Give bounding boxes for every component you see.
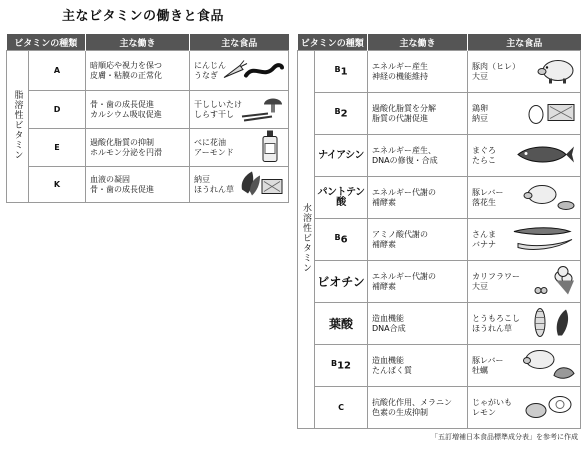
- table-row: [298, 93, 581, 135]
- food-line: しらす干し: [194, 109, 235, 119]
- function-line: 脂質の代謝促進: [372, 113, 429, 123]
- food-line: にんじん: [194, 60, 227, 70]
- function-line: 補酵素: [372, 281, 397, 291]
- function-line: エネルギー代謝の: [372, 271, 437, 281]
- pig-peanut-icon: [522, 181, 576, 214]
- oil-bottle-icon: [258, 129, 284, 166]
- food-cell: [468, 303, 581, 345]
- food-cell: [190, 91, 289, 129]
- food-cell: [468, 51, 581, 93]
- food-line: うなぎ: [194, 70, 219, 80]
- vitamin-name-text: 葉酸: [329, 316, 354, 331]
- vitamin-name: [29, 167, 86, 203]
- function-cell: [368, 177, 468, 219]
- water-soluble-table: [297, 34, 581, 429]
- function-cell: [368, 261, 468, 303]
- fat-soluble-table: [6, 34, 289, 203]
- carrot-eel-icon: [222, 57, 284, 84]
- food-line: 納豆: [194, 174, 211, 184]
- vitamin-name-text: D: [53, 104, 61, 114]
- vitamin-name-text: パントテン酸: [317, 186, 365, 208]
- food-line: 豚レバー: [472, 355, 504, 365]
- function-line: エネルギー産生: [372, 61, 429, 71]
- function-line: 骨・歯の成長促進: [90, 99, 155, 109]
- function-line: 造血機能: [372, 355, 405, 365]
- function-line: 血液の凝固: [90, 174, 131, 184]
- food-cell: [468, 387, 581, 429]
- function-cell: [368, 93, 468, 135]
- vitamin-subscript: 1: [340, 66, 348, 78]
- header-food-water: 主な食品: [468, 34, 581, 51]
- vitamin-name-text: C: [338, 402, 344, 412]
- table-row: [7, 51, 289, 91]
- cauliflower-icon: [530, 264, 576, 299]
- function-line: DNA合成: [372, 323, 406, 333]
- vitamin-name-text: A: [53, 65, 61, 75]
- vitamin-name: [315, 345, 368, 387]
- table-row: [298, 387, 581, 429]
- vitamin-name: [315, 93, 368, 135]
- food-cell: [468, 135, 581, 177]
- food-line: さんま: [472, 229, 497, 239]
- header-function: 主な働き: [86, 34, 190, 51]
- function-cell: [368, 387, 468, 429]
- food-cell: [468, 93, 581, 135]
- food-line: 干ししいたけ: [194, 99, 243, 109]
- function-line: 補酵素: [372, 197, 397, 207]
- function-line: 色素の生成抑制: [372, 407, 429, 417]
- pig-icon: [532, 56, 576, 87]
- table-row: [298, 177, 581, 219]
- function-line: 神経の機能維持: [372, 71, 429, 81]
- vitamin-name-text: B: [330, 359, 338, 369]
- table-row: [298, 135, 581, 177]
- food-line: ほうれん草: [472, 323, 513, 333]
- function-cell: [86, 129, 190, 167]
- food-line: まぐろ: [472, 145, 497, 155]
- food-line: 落花生: [472, 197, 497, 207]
- function-line: 皮膚・粘膜の正常化: [90, 70, 163, 80]
- vitamin-name: [315, 51, 368, 93]
- food-cell: [468, 177, 581, 219]
- food-line: 牡蠣: [472, 365, 489, 375]
- function-line: 骨・歯の成長促進: [90, 184, 155, 194]
- function-line: 過酸化脂質を分解: [372, 103, 437, 113]
- food-cell: [190, 167, 289, 203]
- header-food: 主な食品: [190, 34, 289, 51]
- natto-spinach-icon: [238, 169, 284, 200]
- vitamin-name: [315, 135, 368, 177]
- mushroom-fish-icon: [240, 94, 284, 125]
- vitamin-subscript: 12: [337, 360, 352, 372]
- function-line: 抗酸化作用、メラニン: [372, 397, 453, 407]
- function-cell: [368, 219, 468, 261]
- vitamin-name-text: E: [54, 142, 60, 152]
- saury-banana-icon: [512, 223, 576, 256]
- header-vitamin: ビタミンの種類: [7, 34, 86, 51]
- source-note: 「五訂増補日本食品標準成分表」を参考に作成: [431, 433, 578, 441]
- food-line: 大豆: [472, 71, 489, 81]
- food-line: じゃがいも: [472, 397, 513, 407]
- tuna-icon: [514, 142, 576, 169]
- function-cell: [368, 345, 468, 387]
- function-cell: [86, 167, 190, 203]
- food-cell: [190, 51, 289, 91]
- function-line: アミノ酸代謝の: [372, 229, 429, 239]
- function-line: エネルギー産生、: [372, 145, 437, 155]
- food-line: レモン: [472, 407, 497, 417]
- vitamin-name-text: B: [334, 233, 341, 243]
- function-line: 造血機能: [372, 313, 405, 323]
- page-title: 主なビタミンの働きと食品: [62, 9, 225, 24]
- vitamin-name-text: ビオチン: [317, 274, 365, 289]
- function-line: 補酵素: [372, 239, 397, 249]
- function-cell: [86, 51, 190, 91]
- food-line: べに花油: [194, 137, 227, 147]
- food-line: とうもろこし: [472, 313, 521, 323]
- egg-natto-icon: [526, 96, 576, 131]
- table-row: [7, 167, 289, 203]
- function-cell: [368, 51, 468, 93]
- food-cell: [468, 261, 581, 303]
- vitamin-name-text: K: [53, 179, 61, 189]
- function-line: カルシウム吸収促進: [90, 109, 162, 119]
- vitamin-name: [29, 51, 86, 91]
- vitamin-name: [315, 261, 368, 303]
- food-line: ほうれん草: [194, 184, 235, 194]
- header-function-water: 主な働き: [368, 34, 468, 51]
- corn-spinach-icon: [528, 305, 576, 342]
- vitamin-name-text: ナイアシン: [318, 149, 364, 161]
- table-row: [298, 261, 581, 303]
- table-row: [298, 345, 581, 387]
- vitamin-name-text: B: [334, 65, 341, 75]
- function-line: エネルギー代謝の: [372, 187, 437, 197]
- vitamin-name: [315, 177, 368, 219]
- function-cell: [368, 135, 468, 177]
- food-line: 大豆: [472, 281, 489, 291]
- table-row: [7, 129, 289, 167]
- food-cell: [190, 129, 289, 167]
- table-row: [298, 219, 581, 261]
- vitamin-subscript: 2: [340, 108, 348, 120]
- table-row: [298, 51, 581, 93]
- category-text: 脂溶性ビタミン: [12, 90, 23, 160]
- food-cell: [468, 219, 581, 261]
- function-line: ホルモン分泌を円滑: [90, 147, 163, 157]
- vitamin-name: [29, 91, 86, 129]
- food-line: たらこ: [472, 155, 497, 165]
- category-label: [298, 51, 315, 429]
- function-cell: [368, 303, 468, 345]
- function-line: DNAの修復・合成: [372, 155, 438, 165]
- food-line: 豚肉（ヒレ）: [472, 61, 521, 71]
- function-line: 過酸化脂質の抑制: [90, 137, 155, 147]
- vitamin-name-text: B: [334, 107, 341, 117]
- food-cell: [468, 345, 581, 387]
- food-line: カリフラワー: [472, 271, 521, 281]
- food-line: 納豆: [472, 113, 489, 123]
- vitamin-name: [315, 387, 368, 429]
- food-line: 豚レバー: [472, 187, 504, 197]
- food-line: バナナ: [472, 239, 497, 249]
- vitamin-subscript: 6: [340, 234, 348, 246]
- food-line: アーモンド: [194, 147, 234, 157]
- category-text: 水溶性ビタミン: [301, 203, 311, 273]
- function-line: たんぱく質: [372, 365, 413, 375]
- table-row: [298, 303, 581, 345]
- vitamin-name: [315, 219, 368, 261]
- function-cell: [86, 91, 190, 129]
- table-row: [7, 91, 289, 129]
- category-label: [7, 51, 29, 203]
- potato-lemon-icon: [522, 390, 576, 425]
- vitamin-name: [29, 129, 86, 167]
- pig-oyster-icon: [522, 347, 576, 384]
- function-line: 暗順応や視力を保つ: [90, 60, 163, 70]
- vitamin-name: [315, 303, 368, 345]
- food-line: 鶏卵: [472, 103, 489, 113]
- header-vitamin-water: ビタミンの種類: [298, 34, 368, 51]
